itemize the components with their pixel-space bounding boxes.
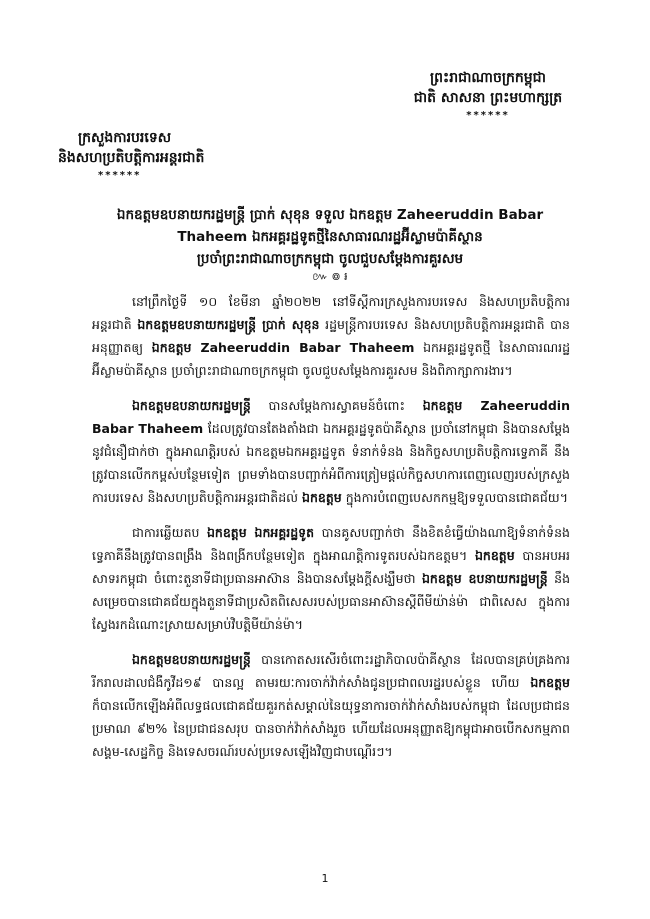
bold-text-run: ឯកឧត្តម Zaheeruddin Babar Thaheem (151, 340, 415, 355)
kingdom-header (408, 68, 568, 124)
bold-text-run: ឯកឧត្តមឧបនាយករដ្ឋមន្ត្រី ប្រាក់ សុខុន (137, 317, 320, 332)
text-run: នៅព្រឹកថ្ងៃទី ១០ ខែមីនា ឆ្នាំ២០២២ នៅទីស្តីការក្រសួងការបរទេស និងសហប្រតិបត្តិការអន្តរជាតិ (92, 294, 570, 332)
bold-text-run: ឯកឧត្តម ឧបនាយករដ្ឋមន្ត្រី (421, 571, 548, 586)
text-run: បានគូសបញ្ជាក់ថា នឹងខិតខំធ្វើយ៉ាងណាឱ្យទំនាក់ទំនងទ្វេភាគីនឹងត្រូវបានពង្រឹង និងពង្រីកបន្ថែមទៀត ក្នុងអាណត្តិការទូតរបស់ឯកឧត្តម។ (92, 525, 570, 563)
page-number: 1 (321, 872, 329, 885)
text-run: រដ្ឋមន្ត្រីការបរទេស និងសហប្រតិបត្តិការអន្តរជាតិ បានអនុញ្ញាតឲ្យ (92, 317, 570, 355)
text-run: ក្នុងការបំពេញបេសកកម្មឱ្យទទួលបានជោគជ័យ។ (341, 490, 568, 505)
title-line-1: ឯកឧត្តមឧបនាយករដ្ឋមន្ត្រី ប្រាក់ សុខុន ទទួល ឯកឧត្តម Zaheeruddin Babar (116, 207, 544, 223)
text-run: បានកោតសរសើរចំពោះរដ្ឋាភិបាលប៉ាគីស្ថាន ដែលបានគ្រប់គ្រងការរីករាលដាលជំងឺកូវីដ១៩ បានល្អ តាមរយៈការចាក់វ៉ាក់សាំងជូនប្រជាពលរដ្ឋរបស់ខ្លួន ហើយ (92, 652, 570, 690)
text-run: ដែលត្រូវបានតែងតាំងជា ឯកអគ្គរដ្ឋទូតប៉ាគីស្ថាន ប្រចាំនៅកម្ពុជា និងបានសម្តែងនូវជំនឿជាក់ថា ក្នុងអាណត្តិរបស់ ឯកឧត្តមឯកអគ្គរដ្ឋទូត ទំនាក់ទំនង និងកិច្ចសហប្រតិបត្តិការទ្វេភាគី នឹងត្រូវបានលើកកម្ពស់បន្ថែមទៀត ព្រមទាំងបានបញ្ជាក់អំពីការត្រៀមផ្តល់កិច្ចសហការពេញលេញរបស់ក្រសួងការបរទេស និងសហប្រតិបត្តិការអន្តរជាតិដល់ (92, 421, 571, 505)
body-paragraph (92, 648, 570, 763)
body-paragraph (92, 290, 570, 382)
text-run: នឹងសម្រេចបានជោគជ័យក្នុងតួនាទីជាប្រសិតពិសេសរបស់ប្រធានអាស៊ានស្តីពីមីយ៉ាន់ម៉ា ជាពិសេស ក្នុងការស្វែងរកដំណោះស្រាយសម្រាប់វិបត្តិមីយ៉ាន់ម៉ា។ (92, 571, 571, 632)
text-run: បានសម្តែងការស្វាគមន៍ចំពោះ (250, 398, 423, 413)
ministry-header (58, 128, 298, 184)
kingdom-name: ព្រះរាជាណាចក្រកម្ពុជា (429, 70, 546, 86)
bold-text-run: ឯកឧត្តម ឯកអគ្គរដ្ឋទូត (206, 525, 315, 540)
bold-text-run: ឯកឧត្តម (530, 675, 570, 690)
title-line-2: Thaheem ឯកអគ្គរដ្ឋទូតថ្មីនៃសាធារណរដ្ឋអ៊ីស្លាមប៉ាគីស្ថាន (177, 229, 483, 245)
bold-text-run: ឯកឧត្តម (474, 548, 515, 563)
body-paragraph (92, 394, 570, 509)
title-line-3: ប្រចាំព្រះរាជាណាចក្រកម្ពុជា ចូលជួបសម្តែងការគួរសម (196, 251, 464, 267)
bold-text-run: ឯកឧត្តមឧបនាយករដ្ឋមន្ត្រី (132, 398, 251, 413)
bold-text-run: ឯកឧត្តម Zaheeruddin Babar Thaheem (92, 398, 570, 436)
body-paragraph (92, 521, 570, 636)
title-ornament: ៚ ៙ ៛ (312, 270, 348, 283)
header-left-stars: ****** (98, 170, 142, 181)
document-body (92, 290, 570, 775)
text-run: បានអបអរសាទរកម្ពុជា ចំពោះតួនាទីជាប្រធានអាស៊ាន និងបានសម្តែងក្តីសង្ឃឹមថា (92, 548, 570, 586)
ministry-name-line2: និងសហប្រតិបត្តិការអន្តរជាតិ (58, 150, 205, 166)
bold-text-run: ឯកឧត្តម (302, 490, 342, 505)
national-motto: ជាតិ សាសនា ព្រះមហាក្សត្រ (413, 90, 563, 106)
document-title (90, 204, 570, 284)
text-run: ក៏បានលើកឡើងអំពីលទ្ធផលជោគជ័យគួរកត់សម្គាល់នៃយុទ្ធនាការចាក់វ៉ាក់សាំងរបស់កម្ពុជា ដែលប្រជាជនប្រមាណ ៩២% នៃប្រជាជនសរុប បានចាក់វ៉ាក់សាំងរួច ហើយដែលអនុញ្ញាតឱ្យកម្ពុជាអាចបើកសកម្មភាពសង្គម-សេដ្ឋកិច្ច និងទេសចរណ៍របស់ប្រទេសឡើងវិញជាបណ្តើរៗ។ (92, 698, 570, 759)
ministry-name: ក្រសួងការបរទេស (78, 130, 172, 146)
text-run: ជាការឆ្លើយតប (132, 525, 207, 540)
bold-text-run: ឯកឧត្តមឧបនាយករដ្ឋមន្ត្រី (132, 652, 251, 667)
text-run: ឯកអគ្គរដ្ឋទូតថ្មី នៃសាធារណរដ្ឋអ៊ីស្លាមប៉ាគីស្ថាន ប្រចាំព្រះរាជាណាចក្រកម្ពុជា ចូលជួបសម្តែងការគួរសម និងពិភាក្សាការងារ។ (92, 340, 570, 378)
header-right-stars: ****** (466, 110, 510, 121)
